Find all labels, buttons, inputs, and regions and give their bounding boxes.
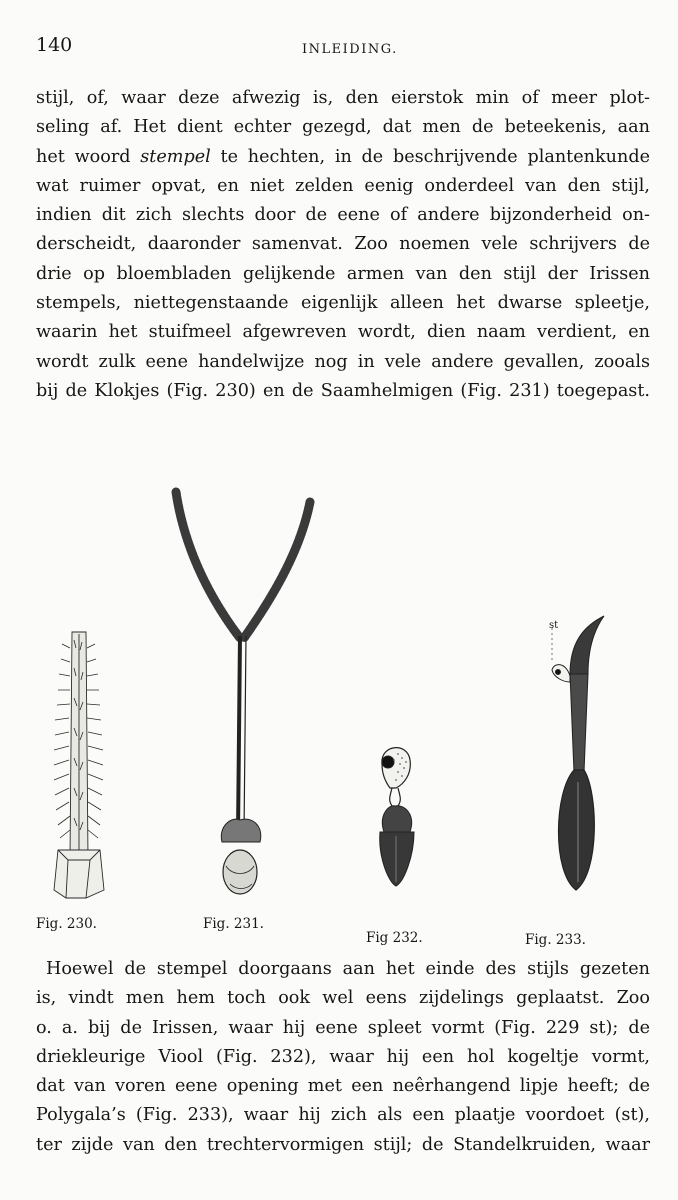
text-line: drie op bloembladen gelijkende armen van den stijl der Irissen	[36, 263, 650, 284]
text-line: wat ruimer opvat, en niet zelden eenig onderdeel van den stijl,	[36, 175, 650, 196]
caption-fig-232: Fig 232.	[366, 930, 423, 946]
caption-fig-233: Fig. 233.	[525, 932, 586, 948]
paragraph-2	[36, 955, 650, 1160]
text-line: stijl, of, waar deze afwezig is, den eierstok min of meer plot-	[36, 88, 650, 108]
text-line: waarin het stuifmeel afgewreven wordt, dien naam verdient, en	[36, 322, 650, 343]
text-line: bij de Klokjes (Fig. 230) en de Saamhelmigen (Fig. 231) toegepast.	[36, 380, 650, 401]
text-line: Polygala’s (Fig. 233), waar hij zich als een plaatje voordoet (st),	[36, 1105, 650, 1126]
caption-fig-230: Fig. 230.	[36, 916, 97, 932]
text-line: o. a. bij de Irissen, waar hij eene spleet vormt (Fig. 229 st); de	[36, 1017, 650, 1038]
text-line: indien dit zich slechts door de eene of andere bijzonderheid on-	[36, 205, 650, 226]
running-title: INLEIDING.	[302, 42, 398, 57]
figure-230-illustration	[46, 628, 112, 900]
text-line: dat van voren eene opening met een neêrhangend lipje heeft; de	[36, 1076, 650, 1097]
caption-fig-231: Fig. 231.	[203, 916, 264, 932]
paragraph-1	[36, 84, 650, 406]
figure-232-illustration	[370, 740, 426, 892]
text-line: wordt zulk eene handelwijze nog in vele andere gevallen, zooals	[36, 351, 650, 372]
figure-233-illustration	[548, 612, 612, 894]
figure-233-label-st: st	[549, 620, 559, 631]
emphasis-stempel: stempel	[140, 146, 211, 167]
text-line: driekleurige Viool (Fig. 232), waar hij een hol kogeltje vormt,	[36, 1046, 650, 1067]
text-line: is, vindt men hem toch ook wel eens zijdelings geplaatst. Zoo	[36, 988, 650, 1009]
figure-231-illustration	[168, 486, 318, 898]
text-line: Hoewel de stempel doorgaans aan het einde des stijls gezeten	[46, 959, 650, 979]
page-header	[36, 34, 648, 62]
text-line: derscheidt, daaronder samenvat. Zoo noemen vele schrijvers de	[36, 234, 650, 255]
text-line: ter zijde van den trechtervormigen stijl; de Standelkruiden, waar	[36, 1134, 650, 1155]
text-line: het woord stempel te hechten, in de beschrijvende plantenkunde	[36, 146, 650, 167]
text-line: seling af. Het dient echter gezegd, dat men de beteekenis, aan	[36, 117, 650, 138]
page-number: 140	[36, 34, 73, 56]
text-line: stempels, niettegenstaande eigenlijk alleen het dwarse spleetje,	[36, 293, 650, 314]
